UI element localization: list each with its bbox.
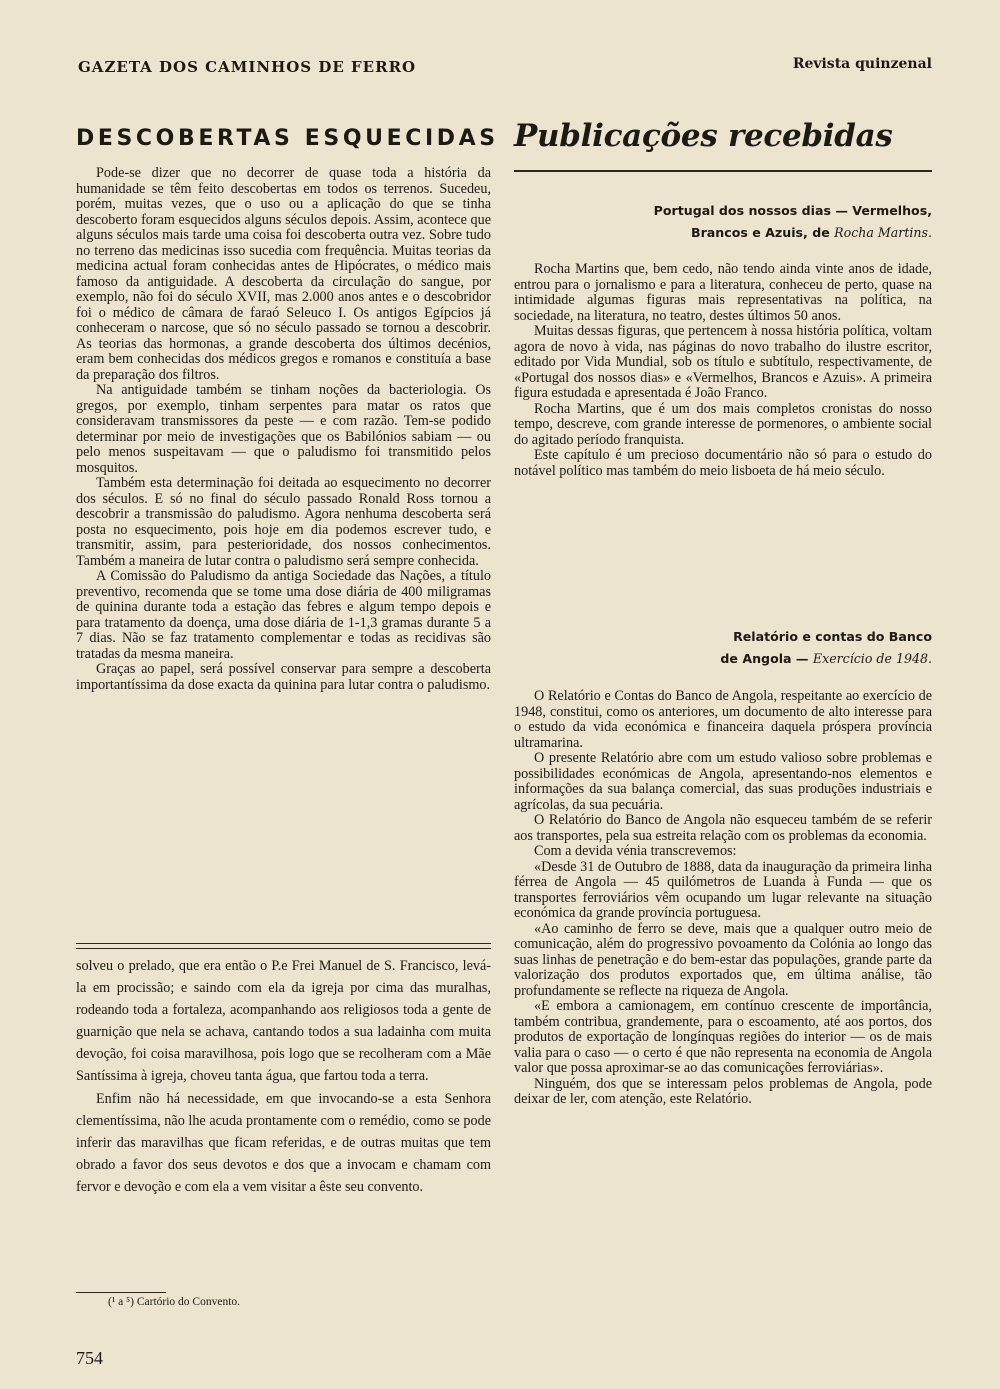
review-title-text: Brancos e Azuis, de bbox=[690, 225, 835, 240]
footnote: (¹ a ⁵) Cartório do Convento. bbox=[108, 1296, 241, 1308]
paragraph: Este capítulo é um precioso documentário não só para o estudo do notável político mas também do meio lisboeta de há meio século. bbox=[514, 447, 932, 479]
paragraph: «E embora a camionagem, em contínuo crescente de importância, também contribua, grandemente, para o escoamento, até aos portos, dos produtos de exportação de longínquas regiões do interior — os de mais valia para o caso — o certo é que não representa na economia de Angola valor que possa aproximar-se ao das comunicações ferroviárias». bbox=[514, 998, 932, 1076]
heading-rule bbox=[514, 170, 932, 172]
double-rule-top bbox=[76, 943, 491, 944]
paragraph: «Ao caminho de ferro se deve, mais que a qualquer outro meio de comunicação, além do progressivo povoamento da Colónia ao longo das suas linhas de penetração e do bem-estar das populações, grande parte da valorização dos produtos exportados que, em última análise, tão profundamente se reflecte na riqueza de Angola. bbox=[514, 920, 932, 999]
paragraph: Enfim não há necessidade, em que invocando-se a esta Senhora clementíssima, não lhe acuda prontamente com o remédio, como se pode inferir das maravilhas que ficam referidas, e de outras muitas que tem obrado a favor dos seus devotos e dos que a invocam e chamam com fervor e devoção e com ela a vem visitar a êste seu convento. bbox=[76, 1090, 491, 1195]
review-author: Rocha Martins. bbox=[834, 225, 932, 240]
article-body-descobertas bbox=[76, 166, 491, 938]
paragraph: Pode-se dizer que no decorrer de quase toda a história da humanidade se têm feito descobertas em todos os terrenos. Sucedeu, porém, muitas vezes, que o uso ou a aplicação do que se tinha descoberto foram esquecidos alguns séculos depois. Assim, acontece que alguns séculos mais tarde uma coisa foi descoberta outra vez. Sobre tudo no terreno das medicinas isso sucedia com frequência. Muitas teorias da medicina actual foram conhecidas antes de Hipócrates, o médico mais famoso da antiguidade. A descoberta da circulação do sangue, por exemplo, não foi do século XVII, mas 2.000 anos antes e o descobridor foi o médico de câmara de faraó Seleuco I. Os antigos Egípcios já conheceram o narcose, que só no século passado se tornou a descobrir. As teorias das hormonas, a grande descoberta dos últimos decénios, eram bem conhecidas dos médicos gregos e romanos e constituía a base da preparação dos filtros. bbox=[76, 166, 491, 383]
review-title-line bbox=[514, 648, 932, 670]
review-title-portugal bbox=[514, 200, 932, 244]
running-header-subtitle: Revista quinzenal bbox=[792, 56, 932, 72]
paragraph: O Relatório do Banco de Angola não esqueceu também de se referir aos transportes, pela sua estreita relação com os problemas da economia. bbox=[514, 812, 932, 844]
paragraph: Ninguém, dos que se interessam pelos problemas de Angola, pode deixar de ler, com atenção, este Relatório. bbox=[514, 1075, 932, 1107]
running-header-title: GAZETA DOS CAMINHOS DE FERRO bbox=[78, 58, 417, 76]
review-title-text: de Angola — bbox=[720, 651, 813, 666]
continued-article-body bbox=[76, 955, 491, 1286]
section-heading-publicacoes: Publicações recebidas bbox=[514, 118, 893, 154]
review-body-banco-angola bbox=[514, 689, 932, 1315]
paragraph: solveu o prelado, que era então o P.e Frei Manuel de S. Francisco, levá-la em procissão; e saindo com ela da igreja por cima das muralhas, rodeando toda a fortaleza, acompanhando aos religiosos toda a gente de guarnição que nela se achava, cantando todos a sua ladainha com muita devoção, foi coisa maravilhosa, pois logo que se recolheram com a Mãe Santíssima à igreja, choveu tanta água, que fartou toda a terra. bbox=[76, 958, 491, 1085]
paragraph: A Comissão do Paludismo da antiga Sociedade das Nações, a título preventivo, recomenda que se tome uma dose diária de 400 miligramas de quinina durante toda a estação das febres e algum tempo depois e para tratamento da doença, uma dose diária de 1-1,3 gramas durante 5 a 7 dias. Não se faz tratamento complementar e todas as recidivas são tratadas da mesma maneira. bbox=[76, 568, 491, 662]
review-body-portugal bbox=[514, 262, 932, 604]
paragraph: «Desde 31 de Outubro de 1888, data da inauguração da primeira linha férrea de Angola — 45 quilómetros de Luanda à Funda — que os transportes ferroviários vêm ocupando um lugar relevante na situação económica da grande província portuguesa. bbox=[514, 858, 932, 921]
double-rule-bottom bbox=[76, 948, 491, 949]
paragraph: Também esta determinação foi deitada ao esquecimento no decorrer dos séculos. E só no final do século passado Ronald Ross tornou a descobrir a transmissão do paludismo. Agora nenhuma descoberta será posta no esquecimento, pois hoje em dia podemos escrever tudo, e transmitir, assim, para pesterioridade, dos nossos conhecimentos. Também a maneira de lutar contra o paludismo será sempre conhecida. bbox=[76, 475, 491, 569]
paragraph: Rocha Martins que, bem cedo, não tendo ainda vinte anos de idade, entrou para o jornalismo e para a literatura, conheceu de perto, quase na intimidade algumas figuras mais representativas na política, na sociedade, na literatura, no teatro, destes últimos 50 anos. bbox=[514, 262, 932, 324]
paragraph: Rocha Martins, que é um dos mais completos cronistas do nosso tempo, descreve, com grande interesse de pormenores, o ambiente social do agitado período franquista. bbox=[514, 400, 932, 448]
paragraph: Com a devida vénia transcrevemos: bbox=[534, 843, 737, 859]
paragraph: O presente Relatório abre com um estudo valioso sobre problemas e possibilidades económicas de Angola, apresentando-nos elementos e informações da sua balança comercial, das suas produções industriais e agrícolas, da sua pecuária. bbox=[514, 750, 932, 813]
review-title-line: Portugal dos nossos dias — Vermelhos, bbox=[653, 203, 932, 218]
review-title-line bbox=[514, 222, 932, 244]
paragraph: Muitas dessas figuras, que pertencem à nossa história política, voltam agora de novo à vida, nas páginas do novo trabalho do ilustre escritor, editado por Vida Mundial, sob os título e subtítulo, respectivamente, de «Portugal dos nossos dias» e «Vermelhos, Brancos e Azuis». A primeira figura estudada e apresentada é João Franco. bbox=[514, 323, 932, 401]
paragraph: Graças ao papel, será possível conservar para sempre a descoberta importantíssima da dose exacta da quinina para lutar contra o paludismo. bbox=[76, 661, 491, 693]
paragraph: O Relatório e Contas do Banco de Angola, respeitante ao exercício de 1948, constitui, como os anteriores, um documento de alto interesse para o estudo da vida económica e financeira daquela próspera província ultramarina. bbox=[514, 689, 932, 751]
review-subtitle: Exercício de 1948. bbox=[812, 651, 932, 666]
footnote-rule bbox=[76, 1292, 166, 1293]
paragraph: Na antiguidade também se tinham noções da bacteriologia. Os gregos, por exemplo, tinham serpentes para matar os ratos que consideravam transmissores da peste — e com razão. Tem-se podido determinar por meio de investigações que os Babilónios sabiam — ou pelo menos suspeitavam — que o paludismo foi transmitido pelos mosquitos. bbox=[76, 382, 491, 476]
review-title-banco-angola bbox=[514, 626, 932, 670]
article-heading-descobertas: DESCOBERTAS ESQUECIDAS bbox=[76, 126, 499, 151]
review-title-line: Relatório e contas do Banco bbox=[733, 629, 932, 644]
page-number: 754 bbox=[76, 1348, 103, 1368]
